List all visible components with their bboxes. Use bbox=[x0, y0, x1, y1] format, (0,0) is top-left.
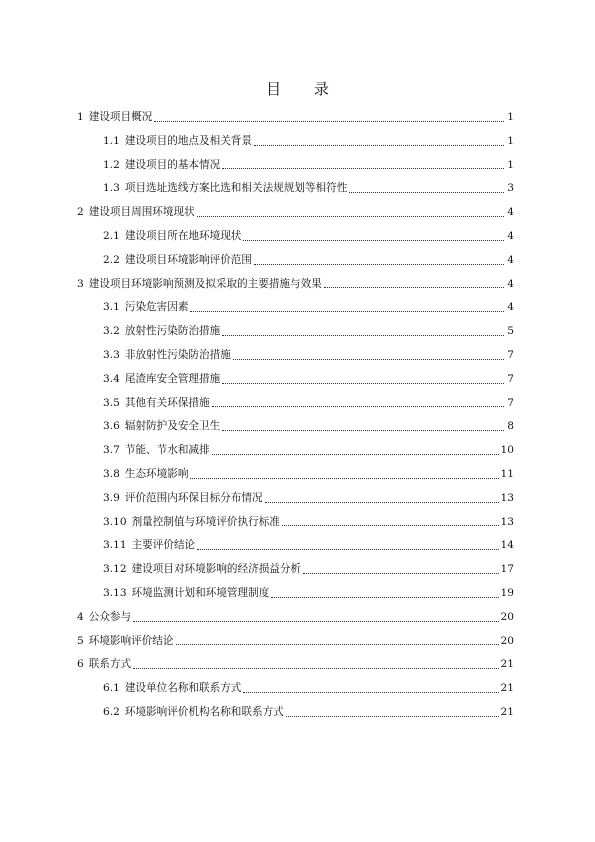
toc-entry-number: 5 bbox=[77, 634, 84, 647]
toc-entry-page: 3 bbox=[507, 182, 514, 195]
toc-title: 目 录 bbox=[266, 80, 343, 98]
toc-entry-number: 2 bbox=[77, 206, 84, 219]
toc-entry-title: 建设项目的地点及相关背景 bbox=[124, 134, 252, 147]
toc-entry[interactable] bbox=[77, 630, 514, 654]
toc-entry-number: 3 bbox=[77, 277, 84, 290]
toc-entry-title: 环境影响评价结论 bbox=[88, 634, 174, 647]
toc-leader-dots bbox=[176, 643, 499, 645]
toc-entry-page: 13 bbox=[500, 491, 514, 504]
toc-entry-page: 4 bbox=[507, 277, 514, 290]
toc-entry-page: 7 bbox=[507, 396, 514, 409]
toc-entry-page: 1 bbox=[507, 134, 514, 147]
toc-entry[interactable] bbox=[77, 677, 514, 701]
toc-entry-number: 1.3 bbox=[103, 182, 120, 195]
toc-entry-title: 联系方式 bbox=[88, 658, 132, 671]
toc-entry-title: 建设项目环境影响评价范围 bbox=[124, 253, 252, 266]
toc-leader-dots bbox=[254, 144, 504, 146]
toc-entry[interactable] bbox=[77, 487, 514, 511]
toc-entry-number: 3.2 bbox=[103, 325, 120, 338]
toc-entry-title: 建设单位名称和联系方式 bbox=[124, 682, 242, 695]
toc-leader-dots bbox=[222, 334, 504, 336]
toc-leader-dots bbox=[222, 167, 504, 169]
toc-entry-title: 建设项目概况 bbox=[88, 111, 153, 123]
toc-leader-dots bbox=[282, 524, 499, 526]
toc-entry[interactable] bbox=[77, 177, 514, 201]
toc-entry-number: 2.2 bbox=[103, 253, 120, 266]
toc-entry-title: 非放射性污染防治措施 bbox=[124, 348, 231, 361]
toc-entry[interactable] bbox=[77, 701, 514, 725]
toc-entry-number: 3.8 bbox=[103, 467, 120, 480]
toc-entry-number: 3.4 bbox=[103, 372, 120, 385]
toc-entry[interactable] bbox=[77, 463, 514, 487]
toc-entry-page: 10 bbox=[500, 444, 514, 457]
toc-entry-number: 3.11 bbox=[103, 539, 127, 552]
toc-entry-title: 辐射防护及安全卫生 bbox=[124, 420, 221, 433]
toc-entry-number: 2.1 bbox=[103, 229, 120, 242]
toc-entry[interactable] bbox=[77, 511, 514, 535]
toc-entry[interactable] bbox=[77, 320, 514, 344]
toc-entry-number: 3.7 bbox=[103, 444, 120, 457]
toc-entry-number: 6.2 bbox=[103, 705, 120, 718]
toc-entry-number: 1.1 bbox=[103, 134, 120, 147]
toc-entry[interactable] bbox=[77, 415, 514, 439]
toc-leader-dots bbox=[190, 310, 504, 312]
toc-leader-dots bbox=[212, 453, 499, 455]
toc-entry-title: 项目选址选线方案比选和相关法规规划等相符性 bbox=[124, 182, 348, 195]
toc-leader-dots bbox=[286, 715, 499, 717]
toc-entry-title: 尾渣库安全管理措施 bbox=[124, 372, 221, 385]
toc-entry[interactable] bbox=[77, 558, 514, 582]
toc-entry-page: 7 bbox=[507, 348, 514, 361]
toc-entry-page: 13 bbox=[500, 515, 514, 528]
toc-entry[interactable] bbox=[77, 653, 514, 677]
toc-entry-title: 公众参与 bbox=[88, 610, 132, 623]
toc-entry-title: 其他有关环保措施 bbox=[124, 396, 210, 409]
toc-entry-title: 建设项目所在地环境现状 bbox=[124, 229, 242, 242]
toc-entry-page: 5 bbox=[507, 325, 514, 338]
toc-entry[interactable] bbox=[77, 106, 514, 130]
toc-leader-dots bbox=[271, 596, 498, 598]
toc-leader-dots bbox=[133, 620, 498, 622]
toc-entry-page: 4 bbox=[507, 229, 514, 242]
toc-entry[interactable] bbox=[77, 273, 514, 297]
toc-entry-title: 建设项目环境影响预测及拟采取的主要措施与效果 bbox=[88, 277, 322, 290]
toc-leader-dots bbox=[197, 548, 498, 550]
toc-entry-title: 环境监测计划和环境管理制度 bbox=[131, 586, 270, 599]
toc-entry[interactable] bbox=[77, 296, 514, 320]
toc-entry-title: 建设项目对环境影响的经济损益分析 bbox=[131, 563, 302, 576]
toc-leader-dots bbox=[324, 286, 504, 288]
toc-leader-dots bbox=[222, 429, 504, 431]
toc-entry[interactable] bbox=[77, 249, 514, 273]
toc-leader-dots bbox=[190, 477, 498, 479]
toc-leader-dots bbox=[265, 501, 499, 503]
toc-entry-title: 评价范围内环保目标分布情况 bbox=[124, 491, 263, 504]
toc-leader-dots bbox=[349, 191, 504, 193]
toc-entry-page: 4 bbox=[507, 301, 514, 314]
toc-list bbox=[77, 106, 514, 725]
toc-entry-title: 主要评价结论 bbox=[131, 539, 196, 552]
toc-leader-dots bbox=[154, 120, 504, 122]
toc-leader-dots bbox=[233, 358, 504, 360]
toc-entry[interactable] bbox=[77, 344, 514, 368]
toc-entry-page: 1 bbox=[507, 111, 514, 123]
toc-entry[interactable] bbox=[77, 392, 514, 416]
toc-entry-number: 6 bbox=[77, 658, 84, 671]
toc-entry[interactable] bbox=[77, 130, 514, 154]
toc-entry-title: 污染危害因素 bbox=[124, 301, 189, 314]
toc-entry-number: 3.6 bbox=[103, 420, 120, 433]
toc-leader-dots bbox=[243, 239, 504, 241]
toc-entry-page: 1 bbox=[507, 158, 514, 171]
toc-entry-number: 1 bbox=[77, 111, 84, 123]
toc-entry-page: 8 bbox=[507, 420, 514, 433]
toc-entry-title: 剂量控制值与环境评价执行标准 bbox=[131, 515, 280, 528]
toc-leader-dots bbox=[197, 215, 504, 217]
toc-entry-page: 4 bbox=[507, 253, 514, 266]
toc-entry-page: 21 bbox=[500, 682, 514, 695]
toc-entry-page: 17 bbox=[500, 563, 514, 576]
toc-entry-page: 7 bbox=[507, 372, 514, 385]
toc-entry-title: 建设项目周围环境现状 bbox=[88, 206, 195, 219]
toc-entry-page: 11 bbox=[500, 467, 514, 480]
toc-entry-number: 1.2 bbox=[103, 158, 120, 171]
toc-leader-dots bbox=[303, 572, 498, 574]
toc-entry[interactable] bbox=[77, 534, 514, 558]
toc-entry-title: 环境影响评价机构名称和联系方式 bbox=[124, 705, 284, 718]
toc-entry-number: 3.5 bbox=[103, 396, 120, 409]
toc-entry-title: 建设项目的基本情况 bbox=[124, 158, 221, 171]
toc-entry-number: 3.1 bbox=[103, 301, 120, 314]
toc-entry-page: 4 bbox=[507, 206, 514, 219]
toc-entry-title: 生态环境影响 bbox=[124, 467, 189, 480]
toc-entry-page: 20 bbox=[500, 634, 514, 647]
toc-entry[interactable] bbox=[77, 439, 514, 463]
toc-entry-number: 4 bbox=[77, 610, 84, 623]
toc-entry-title: 放射性污染防治措施 bbox=[124, 325, 221, 338]
toc-entry[interactable] bbox=[77, 368, 514, 392]
toc-entry-page: 21 bbox=[500, 705, 514, 718]
toc-entry-number: 3.12 bbox=[103, 563, 127, 576]
toc-entry-number: 3.9 bbox=[103, 491, 120, 504]
toc-entry-page: 19 bbox=[500, 586, 514, 599]
toc-entry-number: 6.1 bbox=[103, 682, 120, 695]
toc-entry[interactable] bbox=[77, 606, 514, 630]
toc-leader-dots bbox=[243, 691, 498, 693]
toc-entry[interactable] bbox=[77, 582, 514, 606]
toc-entry-number: 3.3 bbox=[103, 348, 120, 361]
toc-leader-dots bbox=[133, 667, 498, 669]
toc-entry-number: 3.10 bbox=[103, 515, 127, 528]
toc-entry-page: 20 bbox=[500, 610, 514, 623]
toc-entry-title: 节能、节水和减排 bbox=[124, 444, 210, 457]
toc-entry[interactable] bbox=[77, 154, 514, 178]
toc-leader-dots bbox=[222, 382, 504, 384]
toc-entry[interactable] bbox=[77, 225, 514, 249]
toc-leader-dots bbox=[212, 405, 504, 407]
toc-leader-dots bbox=[254, 263, 504, 265]
toc-entry-page: 21 bbox=[500, 658, 514, 671]
toc-entry[interactable] bbox=[77, 201, 514, 225]
toc-entry-number: 3.13 bbox=[103, 586, 127, 599]
toc-entry-page: 14 bbox=[500, 539, 514, 552]
